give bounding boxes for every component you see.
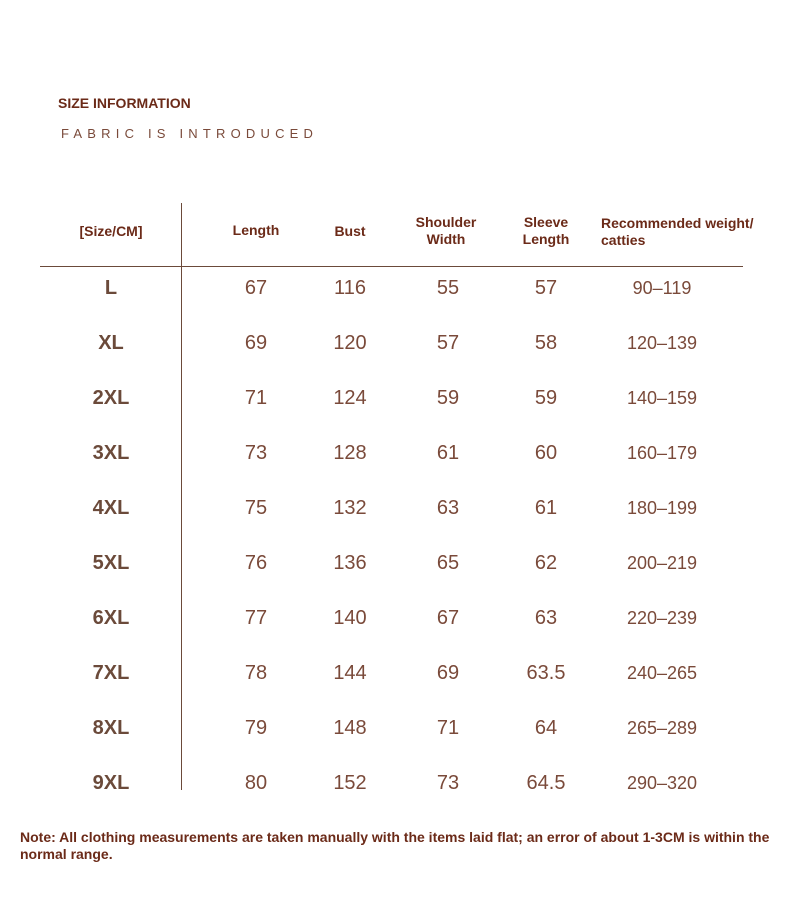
cell-size: 3XL — [92, 442, 130, 464]
cell-recommended-weight: 220–239 — [626, 608, 698, 628]
header-bust: Bust — [334, 223, 366, 239]
cell-shoulder-width: 71 — [436, 717, 460, 739]
cell-sleeve-length: 59 — [534, 387, 558, 409]
header-shoulder-width — [416, 214, 477, 248]
cell-bust: 136 — [333, 552, 367, 574]
table-row — [0, 606, 790, 630]
cell-length: 69 — [244, 332, 268, 354]
cell-recommended-weight: 120–139 — [626, 333, 698, 353]
header-weight-line1: Recommended weight/ — [601, 215, 754, 231]
cell-size: 7XL — [92, 662, 130, 684]
table-header-divider — [40, 266, 743, 267]
cell-shoulder-width: 55 — [436, 277, 460, 299]
table-row — [0, 496, 790, 520]
cell-size: 8XL — [92, 717, 130, 739]
table-row — [0, 441, 790, 465]
cell-bust: 144 — [333, 662, 367, 684]
cell-recommended-weight: 200–219 — [626, 553, 698, 573]
cell-shoulder-width: 65 — [436, 552, 460, 574]
cell-sleeve-length: 61 — [534, 497, 558, 519]
cell-sleeve-length: 64 — [534, 717, 558, 739]
table-row — [0, 771, 790, 795]
cell-recommended-weight: 240–265 — [626, 663, 698, 683]
cell-length: 77 — [244, 607, 268, 629]
cell-length: 78 — [244, 662, 268, 684]
cell-length: 67 — [244, 277, 268, 299]
cell-sleeve-length: 57 — [534, 277, 558, 299]
header-shoulder-line2: Width — [426, 231, 466, 247]
header-weight-line2: catties — [601, 232, 646, 248]
cell-shoulder-width: 57 — [436, 332, 460, 354]
cell-bust: 128 — [333, 442, 367, 464]
cell-sleeve-length: 64.5 — [526, 772, 566, 794]
header-sleeve-line2: Length — [522, 231, 570, 247]
cell-recommended-weight: 265–289 — [626, 718, 698, 738]
cell-size: 5XL — [92, 552, 130, 574]
cell-sleeve-length: 63 — [534, 607, 558, 629]
cell-length: 71 — [244, 387, 268, 409]
header-shoulder-line1: Shoulder — [415, 214, 477, 230]
page-subtitle: FABRIC IS INTRODUCED — [61, 126, 319, 141]
cell-size: 2XL — [92, 387, 130, 409]
header-sleeve-line1: Sleeve — [523, 214, 569, 230]
cell-bust: 116 — [334, 277, 366, 299]
cell-recommended-weight: 90–119 — [632, 278, 692, 298]
header-recommended-weight — [601, 215, 753, 249]
cell-length: 76 — [244, 552, 268, 574]
cell-length: 79 — [244, 717, 268, 739]
cell-size: XL — [98, 332, 124, 354]
cell-sleeve-length: 60 — [534, 442, 558, 464]
cell-size: 6XL — [92, 607, 130, 629]
cell-size: L — [104, 277, 118, 299]
cell-shoulder-width: 67 — [436, 607, 460, 629]
cell-shoulder-width: 69 — [436, 662, 460, 684]
cell-recommended-weight: 180–199 — [626, 498, 698, 518]
cell-bust: 124 — [333, 387, 367, 409]
cell-length: 75 — [244, 497, 268, 519]
cell-shoulder-width: 73 — [436, 772, 460, 794]
cell-shoulder-width: 59 — [436, 387, 460, 409]
cell-recommended-weight: 140–159 — [626, 388, 698, 408]
page-title: SIZE INFORMATION — [58, 95, 191, 111]
table-row — [0, 331, 790, 355]
cell-size: 4XL — [92, 497, 130, 519]
table-row — [0, 661, 790, 685]
cell-bust: 148 — [333, 717, 367, 739]
header-size: [Size/CM] — [79, 223, 143, 239]
header-sleeve-length — [523, 214, 570, 248]
table-row — [0, 276, 790, 300]
table-row — [0, 551, 790, 575]
cell-bust: 120 — [333, 332, 367, 354]
cell-recommended-weight: 160–179 — [626, 443, 698, 463]
header-length: Length — [232, 222, 280, 238]
cell-length: 73 — [244, 442, 268, 464]
table-row — [0, 716, 790, 740]
cell-sleeve-length: 63.5 — [526, 662, 566, 684]
cell-shoulder-width: 63 — [436, 497, 460, 519]
cell-bust: 132 — [333, 497, 367, 519]
cell-sleeve-length: 62 — [534, 552, 558, 574]
cell-bust: 140 — [333, 607, 367, 629]
cell-shoulder-width: 61 — [436, 442, 460, 464]
table-row — [0, 386, 790, 410]
cell-length: 80 — [244, 772, 268, 794]
measurement-note: Note: All clothing measurements are taken manually with the items laid flat; an error of about 1-3CM is within the normal range. — [20, 829, 770, 862]
cell-size: 9XL — [92, 772, 130, 794]
cell-recommended-weight: 290–320 — [626, 773, 698, 793]
cell-sleeve-length: 58 — [534, 332, 558, 354]
cell-bust: 152 — [333, 772, 367, 794]
